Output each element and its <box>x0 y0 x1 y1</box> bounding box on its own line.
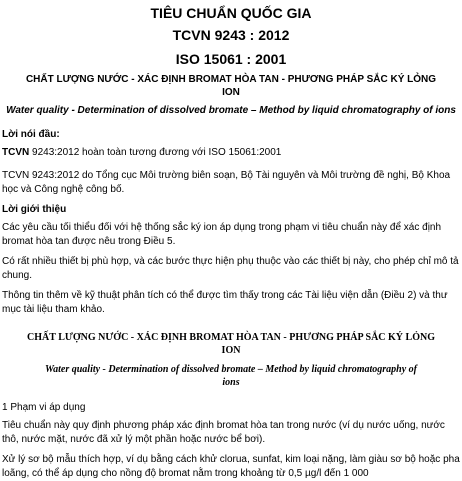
document-heading-vi: CHẤT LƯỢNG NƯỚC - XÁC ĐỊNH BROMAT HÒA TAN - PHƯƠNG PHÁP SẮC KÝ LỎNG ION <box>25 74 437 98</box>
document-heading-en: Water quality - Determination of dissolved bromate – Method by liquid chromatography of ions <box>6 105 456 116</box>
scope-title: 1 Phạm vi áp dụng <box>2 402 86 413</box>
foreword-text: 9243:2012 hoàn toàn tương đương với ISO 15061:2001 <box>29 147 282 158</box>
foreword-title: Lời nói đầu: <box>2 129 60 140</box>
standard-title: TIÊU CHUẨN QUỐC GIA <box>150 5 312 21</box>
foreword-paragraph-1 <box>2 146 460 160</box>
scope-paragraph-2: Xử lý sơ bộ mẫu thích hợp, ví dụ bằng cách khử clorua, sunfat, kim loại nặng, làm giàu sơ bộ hoặc pha loãng, có thể áp dụng cho nồng độ bromat nằm trong khoảng từ 0,5 µg/l đến 1 000 <box>2 454 460 479</box>
document-heading2-en: Water quality - Determination of dissolved bromate – Method by liquid chromatography of ions <box>44 364 418 388</box>
document-heading2-vi: CHẤT LƯỢNG NƯỚC - XÁC ĐỊNH BROMAT HÒA TAN - PHƯƠNG PHÁP SẮC KÝ LỎNG ION <box>27 332 435 356</box>
document-page <box>0 4 462 479</box>
intro-paragraph-3: Thông tin thêm về kỹ thuật phân tích có thể được tìm thấy trong các Tài liệu viện dẫn (Điều 2) và thư mục tài liệu tham khảo. <box>2 290 448 315</box>
intro-title: Lời giới thiệu <box>2 204 67 215</box>
standard-code: TCVN 9243 : 2012 <box>172 27 290 43</box>
scope-paragraph-1: Tiêu chuẩn này quy định phương pháp xác định bromat hòa tan trong nước (ví dụ nước uống, nước thô, nước mặt, nước đã xử lý một phần hoặc nước bể bơi). <box>2 420 445 445</box>
iso-code: ISO 15061 : 2001 <box>175 51 287 67</box>
intro-paragraph-2: Có rất nhiều thiết bị phù hợp, và các bước thực hiện phụ thuộc vào các thiết bị này, cho phép chỉ mô tả chung. <box>2 256 459 281</box>
foreword-paragraph-2: TCVN 9243:2012 do Tổng cục Môi trường biên soạn, Bộ Tài nguyên và Môi trường đề nghị, Bộ Khoa học và Công nghệ công bố. <box>2 170 451 195</box>
intro-paragraph-1: Các yêu cầu tối thiểu đối với hệ thống sắc ký ion áp dụng trong phạm vi tiêu chuẩn này để xác định bromat hòa tan được nêu trong Điều 5. <box>2 222 442 247</box>
foreword-code: TCVN <box>2 147 30 158</box>
